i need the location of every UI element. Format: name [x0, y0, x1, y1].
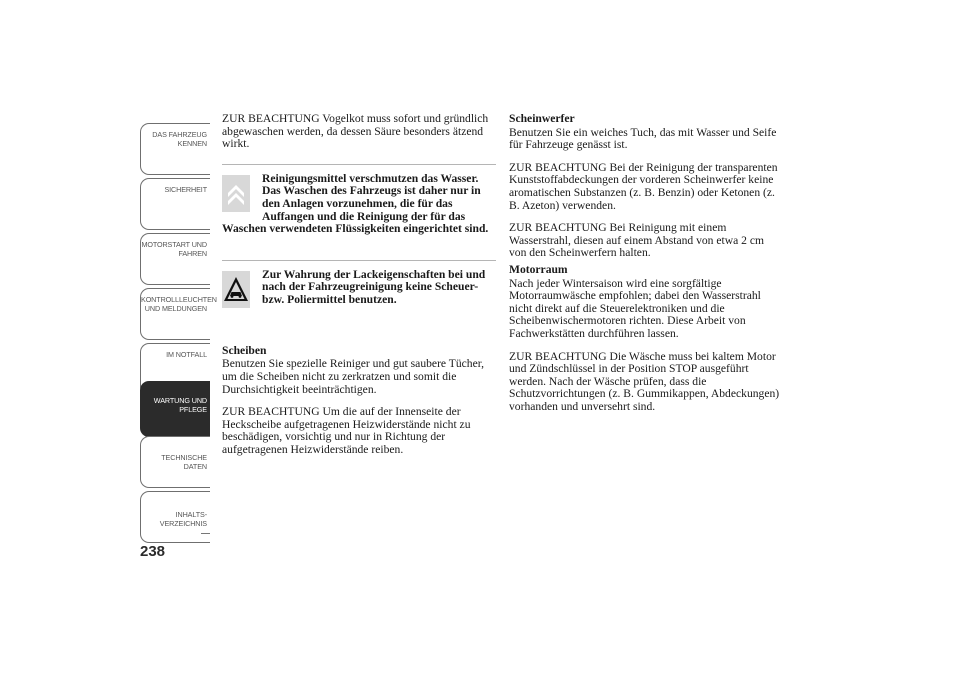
divider — [201, 533, 210, 534]
environment-notice — [222, 164, 496, 247]
tab-label: FAHREN — [178, 249, 207, 258]
environment-icon — [222, 175, 250, 212]
page-number: 238 — [140, 543, 166, 560]
right-column — [509, 113, 781, 423]
paragraph: ZUR BEACHTUNG Bei Reinigung mit einem Wasserstrahl, diesen auf einem Abstand von etwa 2 cm von den Scheinwerfern halten. — [509, 221, 765, 260]
paragraph: ZUR BEACHTUNG Vogelkot muss sofort und gründlich abgewaschen werden, da dessen Säure besonders ätzend wirkt. — [222, 112, 489, 151]
tab-label: KONTROLLLEUCHTEN — [141, 295, 217, 304]
tab-label: SICHERHEIT — [164, 185, 207, 194]
paragraph: Benutzen Sie spezielle Reiniger und gut saubere Tücher, um die Scheiben nicht zu zerkratzen und somit die Durchsichtigkeit beeinträchtigen. — [222, 357, 485, 396]
tab-label: WARTUNG UND — [153, 396, 207, 405]
section-heading-scheinwerfer: Scheinwerfer — [509, 112, 575, 125]
tab-label: KENNEN — [177, 139, 207, 148]
paragraph: ZUR BEACHTUNG Die Wäsche muss bei kaltem Motor und Zündschlüssel in der Position STOP ausgeführt werden. Nach der Wäsche prüfen, dass die Schutzvorrichtungen (z. B. Gummikappen, Abdeckungen) vorhanden und unversehrt sind. — [509, 349, 780, 413]
tab-sicherheit[interactable] — [140, 178, 210, 230]
tab-wartung-und-pflege[interactable] — [140, 381, 210, 437]
tab-motorstart-und-fahren[interactable] — [140, 233, 210, 285]
car-warning-icon — [222, 271, 250, 308]
tab-inhaltsverzeichnis[interactable] — [140, 491, 210, 543]
tab-label: INHALTS- — [175, 510, 207, 519]
tab-label: MOTORSTART UND — [141, 240, 207, 249]
tab-das-fahrzeug-kennen[interactable] — [140, 123, 210, 175]
paint-care-notice — [222, 260, 496, 333]
tab-label: PFLEGE — [179, 405, 207, 414]
section-heading-motorraum: Motorraum — [509, 262, 568, 276]
notice-text: Reinigungsmittel verschmutzen das Wasser. Das Waschen des Fahrzeugs ist daher nur in den Anlagen vorzunehmen, die für das Auffangen und die Reinigung der für das Waschen verwendeten Flüssigkeiten eingerichtet sind. — [222, 171, 489, 236]
tab-label: IM NOTFALL — [166, 350, 207, 359]
tab-label: DAS FAHRZEUG — [152, 130, 207, 139]
tab-kontrollleuchten[interactable] — [140, 288, 217, 340]
tab-label: UND MELDUNGEN — [144, 304, 207, 313]
paragraph: ZUR BEACHTUNG Bei der Reinigung der transparenten Kunststoffabdeckungen der vorderen Scheinwerfer keine aromatischen Substanzen (z. B. Benzin) oder Ketonen (z. B. Azeton) verwenden. — [509, 160, 778, 212]
tab-label: VERZEICHNIS — [159, 519, 207, 528]
notice-text: Zur Wahrung der Lackeigenschaften bei und nach der Fahrzeugreinigung keine Scheuer- bzw. Poliermittel benutzen. — [262, 267, 486, 306]
tab-label: TECHNISCHE — [161, 453, 207, 462]
paragraph: Benutzen Sie ein weiches Tuch, das mit Wasser und Seife für Fahrzeuge genässt ist. — [509, 125, 777, 152]
left-column — [222, 113, 496, 467]
tab-label: DATEN — [183, 462, 207, 471]
tab-technische-daten[interactable] — [140, 436, 210, 488]
paragraph: ZUR BEACHTUNG Um die auf der Innenseite der Heckscheibe aufgetragenen Heizwiderstände nicht zu beschädigen, vorsichtig und nur in Richtung der aufgetragenen Heizwiderstände reiben. — [222, 405, 471, 456]
paragraph: Nach jeder Wintersaison wird eine sorgfältige Motorraumwäsche empfohlen; dabei den Wasserstrahl nicht direkt auf die Steuerelektroniken und die Scheibenwischermotoren richten. Diese Arbeit von Fachwerkstätten durchführen lassen. — [509, 276, 761, 340]
section-heading-scheiben: Scheiben — [222, 343, 267, 357]
